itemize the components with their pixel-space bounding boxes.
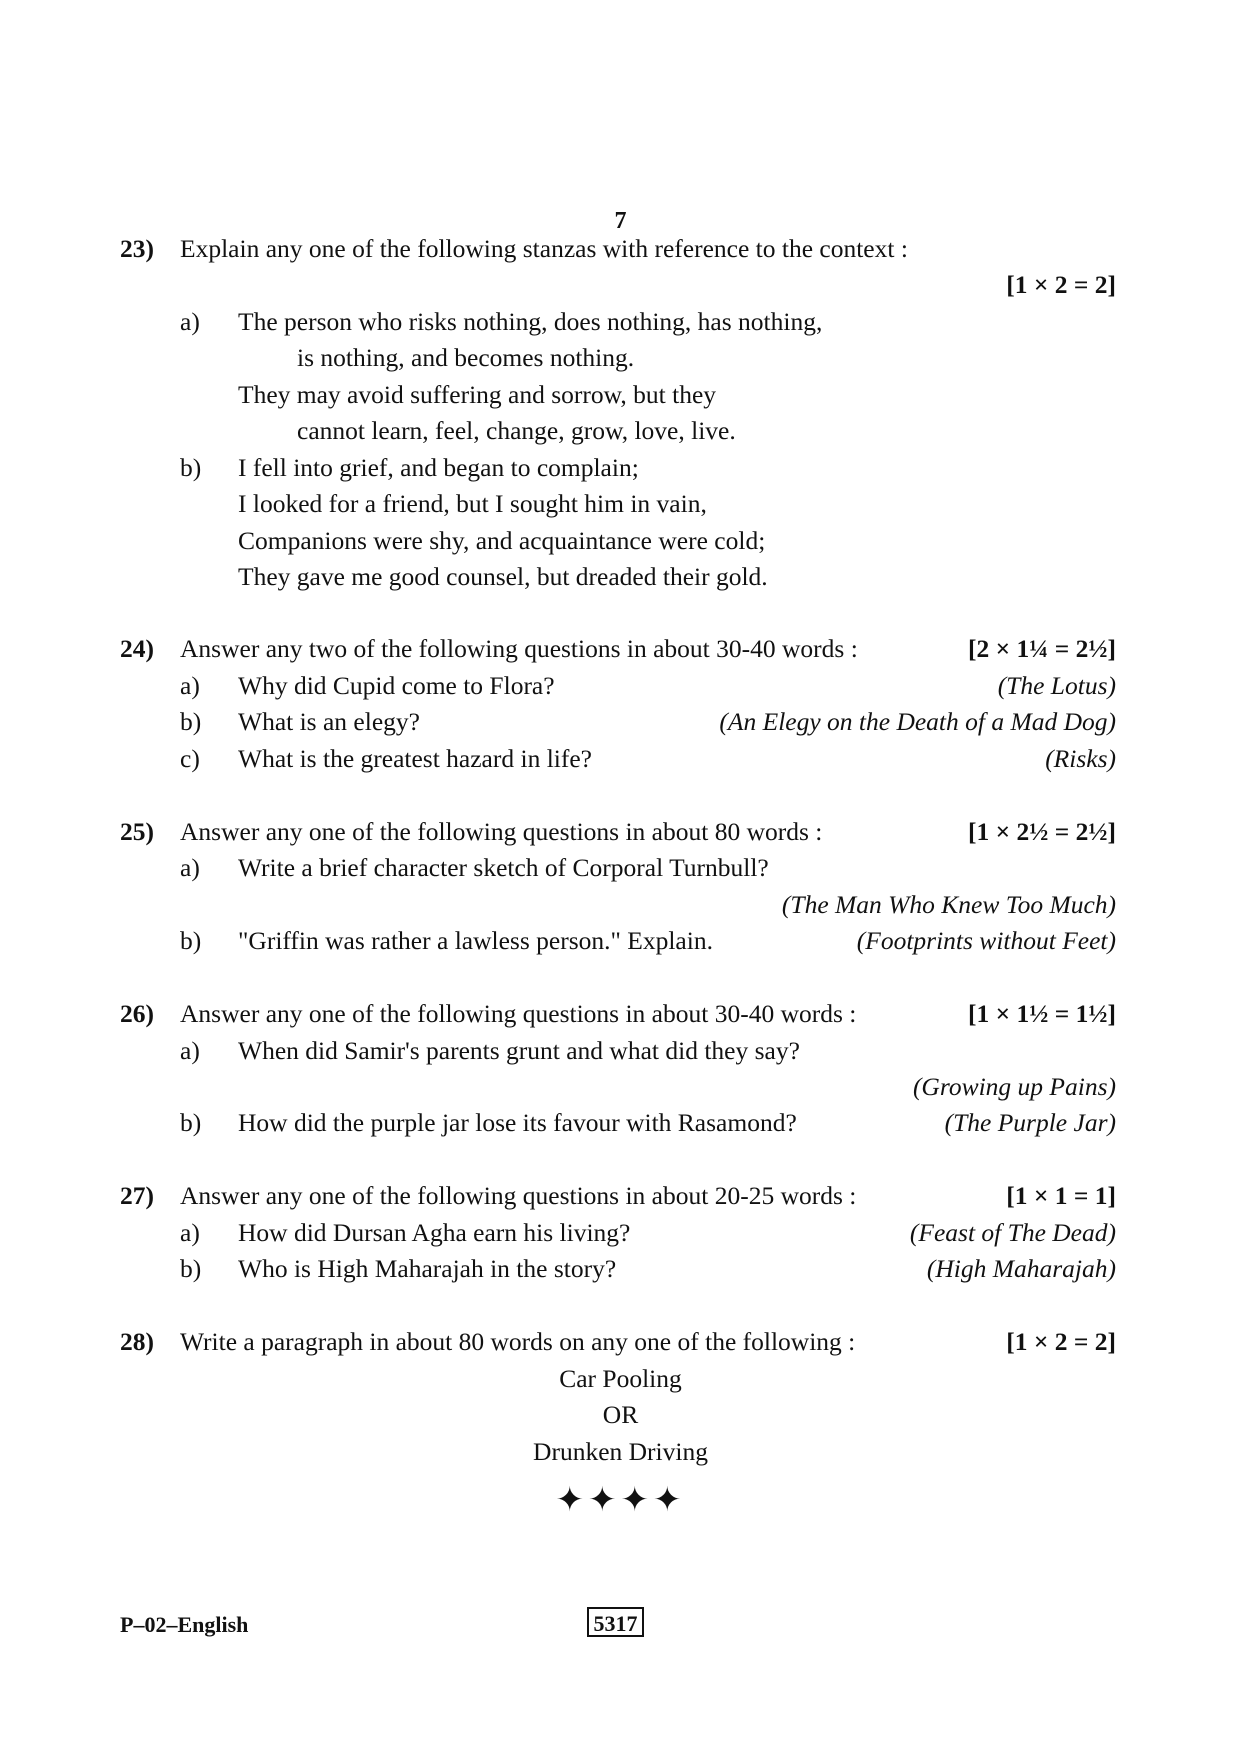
question-marks: [2 × 1¼ = 2½] <box>967 634 1116 663</box>
option-label: a) <box>180 853 200 882</box>
option-source: (Footprints without Feet) <box>856 926 1116 955</box>
option-label: b) <box>180 1254 202 1283</box>
option-text: What is the greatest hazard in life? <box>238 744 592 773</box>
stanza-line: They may avoid suffering and sorrow, but they <box>238 380 717 409</box>
option-text: Why did Cupid come to Flora? <box>238 671 555 700</box>
question-number: 23) <box>120 234 154 263</box>
stanza-line: Companions were shy, and acquaintance were cold; <box>238 526 766 555</box>
option-text: "Griffin was rather a lawless person." Explain. <box>238 926 713 955</box>
question-marks: [1 × 1½ = 1½] <box>967 999 1116 1028</box>
option-source: (Feast of The Dead) <box>909 1218 1116 1247</box>
stanza-line: The person who risks nothing, does nothing, has nothing, <box>238 307 823 336</box>
option-source: (Risks) <box>1045 744 1116 773</box>
option-label: b) <box>180 926 202 955</box>
question-text: Write a paragraph in about 80 words on any one of the following : <box>180 1327 856 1356</box>
question-text: Answer any one of the following questions in about 20-25 words : <box>180 1181 857 1210</box>
end-ornament: ✦✦✦✦ <box>555 1482 686 1519</box>
option-text: What is an elegy? <box>238 707 420 736</box>
question-marks: [1 × 1 = 1] <box>1006 1181 1116 1210</box>
question-text: Explain any one of the following stanzas with reference to the context : <box>180 234 908 263</box>
option-source: (The Man Who Knew Too Much) <box>781 890 1116 919</box>
option-label: b) <box>180 453 202 482</box>
option-label: a) <box>180 307 200 336</box>
serial-number-box: 5317 <box>587 1607 644 1637</box>
option-label: a) <box>180 1036 200 1065</box>
stanza-line: cannot learn, feel, change, grow, love, live. <box>297 416 736 445</box>
paper-code: P–02–English <box>120 1612 249 1637</box>
option-text: How did Dursan Agha earn his living? <box>238 1218 631 1247</box>
stanza-line: I fell into grief, and began to complain; <box>238 453 639 482</box>
topic-separator: OR <box>602 1400 639 1429</box>
option-source: (Growing up Pains) <box>912 1072 1116 1101</box>
question-number: 24) <box>120 634 154 663</box>
stanza-line: They gave me good counsel, but dreaded their gold. <box>238 562 768 591</box>
option-text: How did the purple jar lose its favour with Rasamond? <box>238 1108 797 1137</box>
question-marks: [1 × 2½ = 2½] <box>967 817 1116 846</box>
question-text: Answer any one of the following questions in about 30-40 words : <box>180 999 857 1028</box>
question-marks: [1 × 2 = 2] <box>1006 270 1116 299</box>
question-number: 27) <box>120 1181 154 1210</box>
option-label: b) <box>180 1108 202 1137</box>
page-number: 7 <box>614 208 627 234</box>
topic-choice: Car Pooling <box>559 1364 682 1393</box>
option-label: b) <box>180 707 202 736</box>
question-text: Answer any two of the following questions in about 30-40 words : <box>180 634 858 663</box>
option-source: (High Maharajah) <box>926 1254 1116 1283</box>
question-text: Answer any one of the following questions in about 80 words : <box>180 817 823 846</box>
question-number: 26) <box>120 999 154 1028</box>
question-number: 25) <box>120 817 154 846</box>
option-source: (The Lotus) <box>997 671 1116 700</box>
option-text: Write a brief character sketch of Corporal Turnbull? <box>238 853 769 882</box>
option-label: a) <box>180 671 200 700</box>
topic-choice: Drunken Driving <box>533 1437 708 1466</box>
option-text: Who is High Maharajah in the story? <box>238 1254 617 1283</box>
option-label: a) <box>180 1218 200 1247</box>
option-text: When did Samir's parents grunt and what did they say? <box>238 1036 800 1065</box>
stanza-line: I looked for a friend, but I sought him in vain, <box>238 489 707 518</box>
stanza-line: is nothing, and becomes nothing. <box>297 343 635 372</box>
question-number: 28) <box>120 1327 154 1356</box>
option-source: (An Elegy on the Death of a Mad Dog) <box>719 707 1116 736</box>
option-label: c) <box>180 744 200 773</box>
option-source: (The Purple Jar) <box>944 1108 1116 1137</box>
question-marks: [1 × 2 = 2] <box>1006 1327 1116 1356</box>
